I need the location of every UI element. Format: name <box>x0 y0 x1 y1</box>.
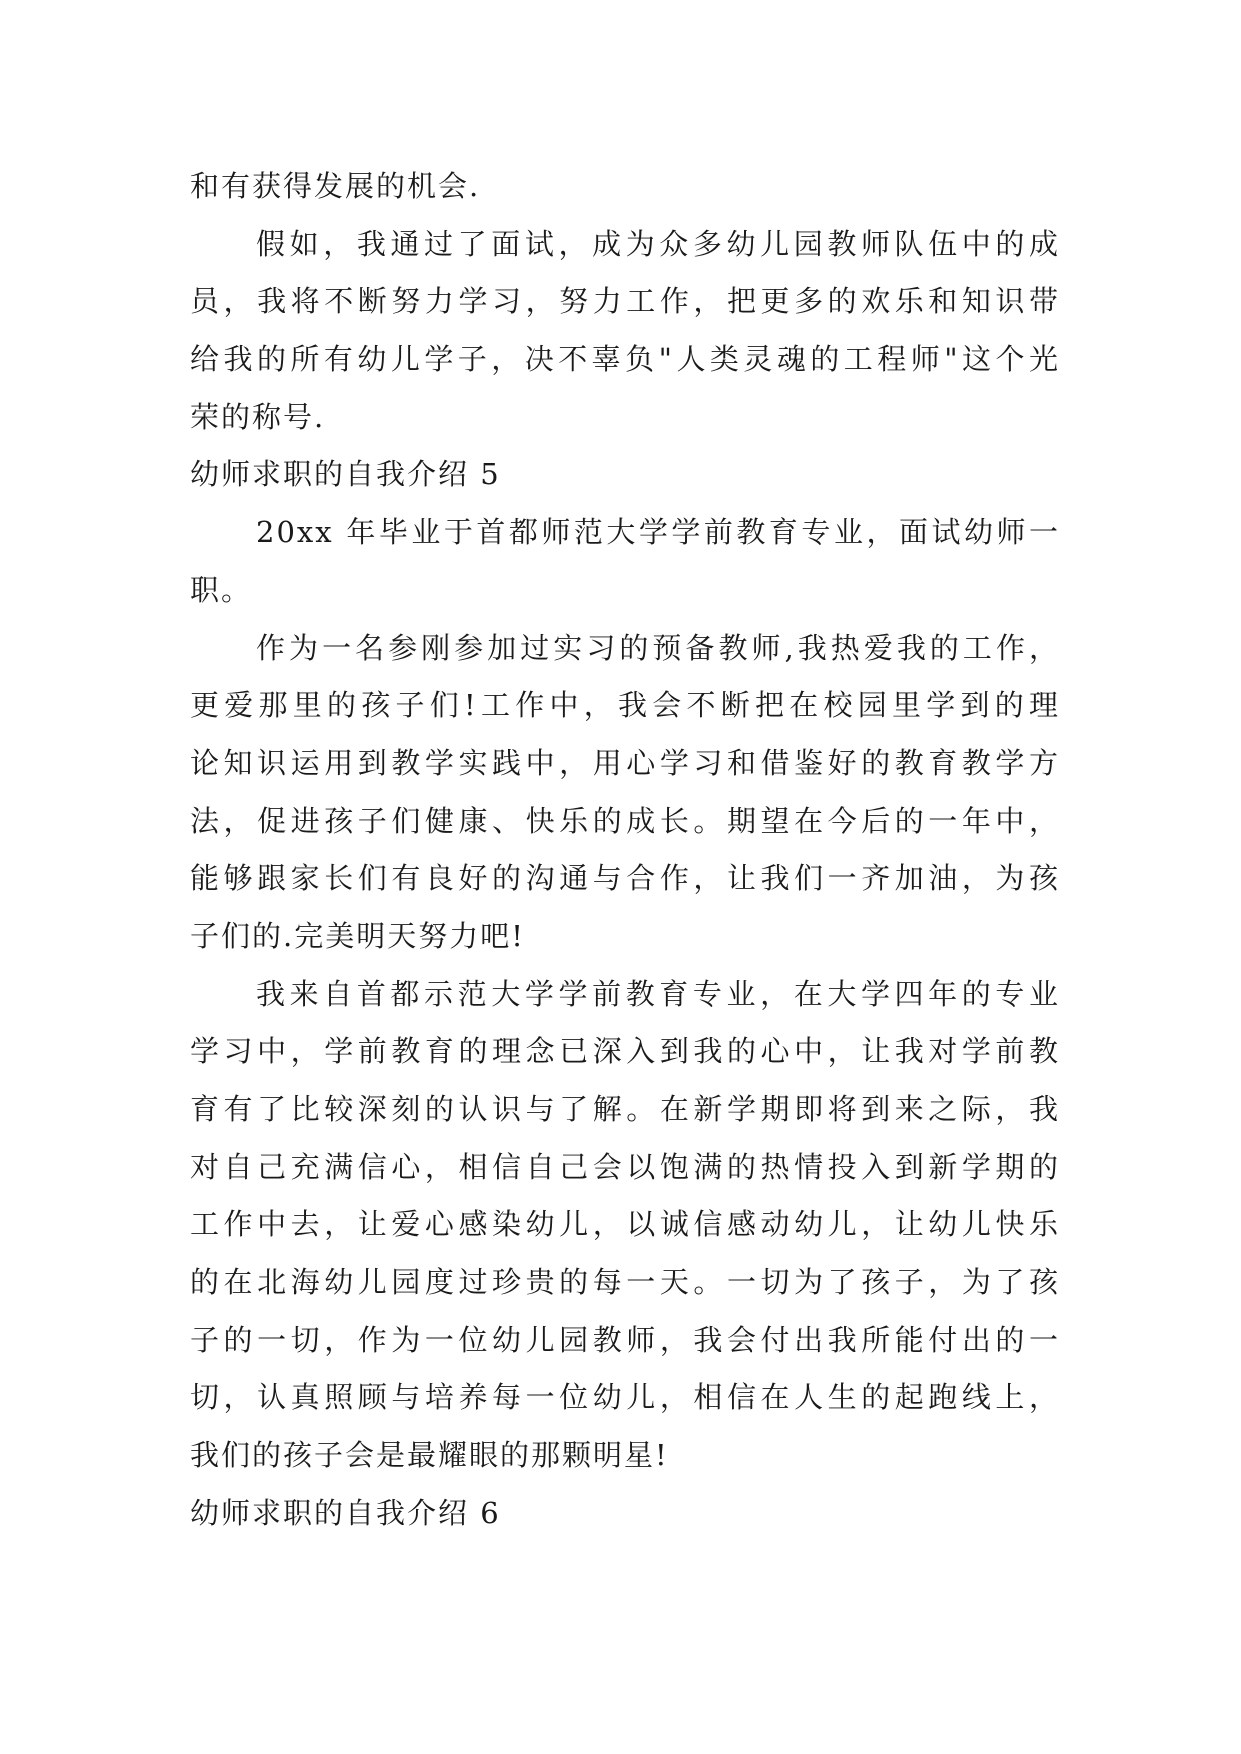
paragraph-line: 法，促进孩子们健康、快乐的成长。期望在今后的一年中， <box>190 803 1060 838</box>
paragraph-line: 工作中去，让爱心感染幼儿，以诚信感动幼儿，让幼儿快乐 <box>190 1207 1060 1242</box>
paragraph-line: 的在北海幼儿园度过珍贵的每一天。一切为了孩子，为了孩 <box>190 1265 1060 1300</box>
paragraph-line: 学习中，学前教育的理念已深入到我的心中，让我对学前教 <box>190 1034 1060 1069</box>
paragraph-line: 20xx 年毕业于首都师范大学学前教育专业，面试幼师一 <box>256 515 1060 550</box>
paragraph-line: 子们的.完美明天努力吧! <box>190 918 525 953</box>
paragraph-line: 员，我将不断努力学习，努力工作，把更多的欢乐和知识带 <box>190 284 1060 319</box>
paragraph-line: 对自己充满信心，相信自己会以饱满的热情投入到新学期的 <box>190 1149 1060 1184</box>
paragraph-line: 假如，我通过了面试，成为众多幼儿园教师队伍中的成 <box>256 226 1060 261</box>
paragraph-line: 我们的孩子会是最耀眼的那颗明星! <box>190 1438 669 1473</box>
paragraph-line: 论知识运用到教学实践中，用心学习和借鉴好的教育教学方 <box>190 745 1060 780</box>
paragraph-line: 切，认真照顾与培养每一位幼儿，相信在人生的起跑线上， <box>190 1380 1060 1415</box>
paragraph-line: 更爱那里的孩子们!工作中，我会不断把在校园里学到的理 <box>190 688 1060 723</box>
paragraph-line: 荣的称号. <box>190 399 326 434</box>
section-heading: 幼师求职的自我介绍 5 <box>190 457 501 492</box>
paragraph-line: 能够跟家长们有良好的沟通与合作，让我们一齐加油，为孩 <box>190 861 1060 896</box>
section-heading: 幼师求职的自我介绍 6 <box>190 1495 501 1530</box>
paragraph-line: 育有了比较深刻的认识与了解。在新学期即将到来之际，我 <box>190 1092 1060 1126</box>
document-body <box>190 158 1060 1543</box>
paragraph-line: 职。 <box>190 572 253 607</box>
paragraph-line: 作为一名参刚参加过实习的预备教师,我热爱我的工作， <box>256 630 1060 665</box>
paragraph-line: 和有获得发展的机会. <box>190 169 481 203</box>
paragraph-line: 给我的所有幼儿学子，决不辜负"人类灵魂的工程师"这个光 <box>190 342 1060 377</box>
paragraph-line: 子的一切，作为一位幼儿园教师，我会付出我所能付出的一 <box>190 1322 1060 1357</box>
paragraph-line: 我来自首都示范大学学前教育专业，在大学四年的专业 <box>256 976 1060 1011</box>
